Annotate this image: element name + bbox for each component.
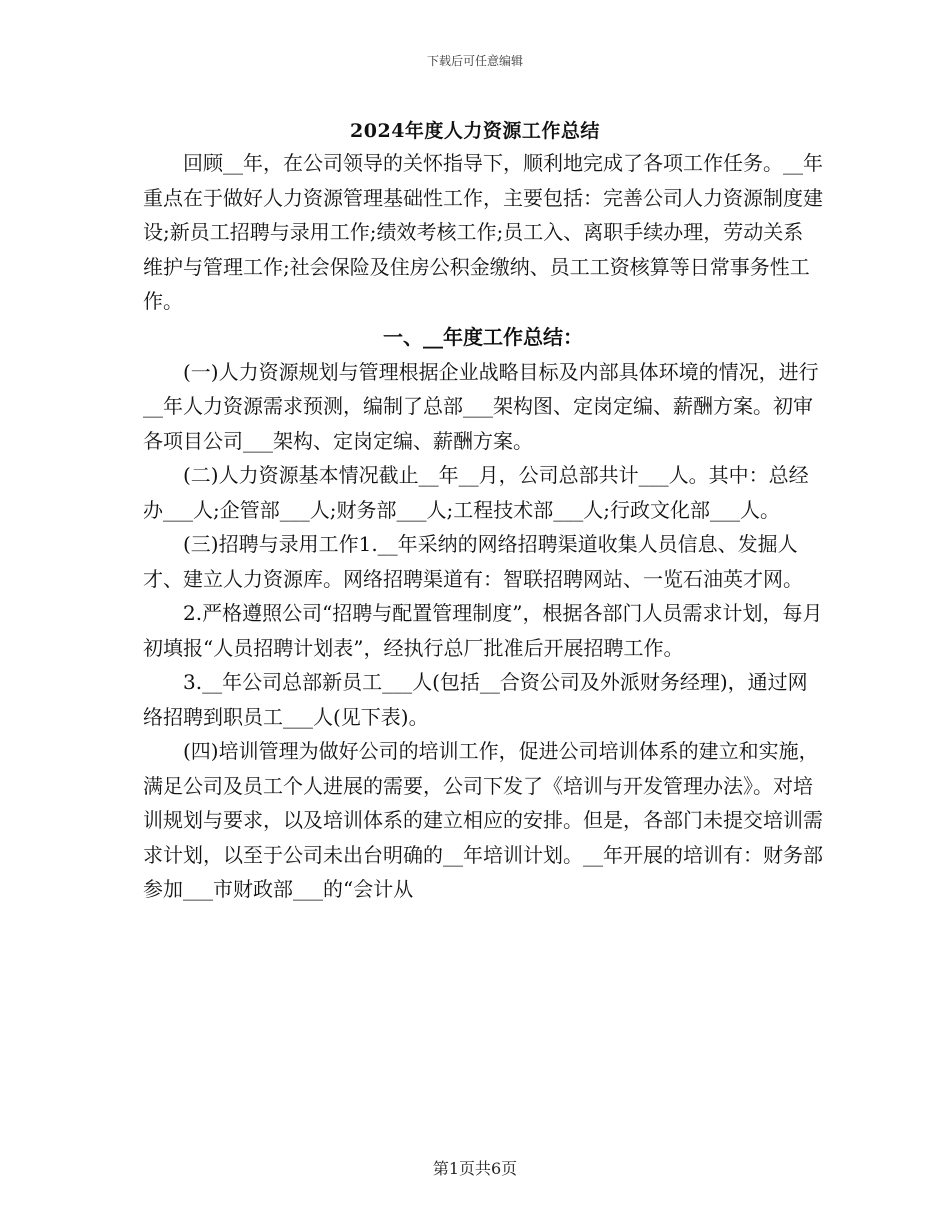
paragraph-recruitment: (三)招聘与录用工作1.__年采纳的网络招聘渠道收集人员信息、发掘人才、建立人力资源库。网络招聘渠道有：智联招聘网站、一览石油英才网。 <box>143 532 803 591</box>
section-heading: 一、__年度工作总结： <box>383 324 583 349</box>
page-footer: 第1页共6页 <box>432 1159 518 1178</box>
header-note: 下载后可任意编辑 <box>426 54 523 68</box>
document-title: 2024年度人力资源工作总结 <box>350 120 600 142</box>
document-body <box>143 146 823 907</box>
paragraph-staffing: (二)人力资源基本情况截止__年__月，公司总部共计___人。其中：总经办___人;企管部___人;财务部___人;工程技术部___人;行政文化部___人。 <box>143 463 809 522</box>
paragraph-recruitment-3: 3.__年公司总部新员工___人(包括__合资公司及外派财务经理)，通过网络招聘到职员工___人(见下表)。 <box>143 670 808 729</box>
paragraph-planning: (一)人力资源规划与管理根据企业战略目标及内部具体环境的情况，进行__年人力资源需求预测，编制了总部___架构图、定岗定编、薪酬方案。初审各项目公司___架构、定岗定编、薪酬方案。 <box>143 359 819 453</box>
paragraph-recruitment-2: 2.严格遵照公司“招聘与配置管理制度”，根据各部门人员需求计划，每月初填报“人员招聘计划表”，经执行总厂批准后开展招聘工作。 <box>143 601 823 660</box>
paragraph-training: (四)培训管理为做好公司的培训工作，促进公司培训体系的建立和实施，满足公司及员工个人进展的需要，公司下发了《培训与开发管理办法》。对培训规划与要求，以及培训体系的建立相应的安排。但是，各部门未提交培训需求计划，以至于公司未出台明确的__年培训计划。__年开展的培训有：财务部参加___市财政部___的“会计从 <box>143 739 823 901</box>
intro-paragraph: 回顾__年，在公司领导的关怀指导下，顺利地完成了各项工作任务。__年重点在于做好人力资源管理基础性工作，主要包括：完善公司人力资源制度建设;新员工招聘与录用工作;绩效考核工作;员工入、离职手续办理，劳动关系维护与管理工作;社会保险及住房公积金缴纳、员工工资核算等日常事务性工作。 <box>143 151 823 313</box>
